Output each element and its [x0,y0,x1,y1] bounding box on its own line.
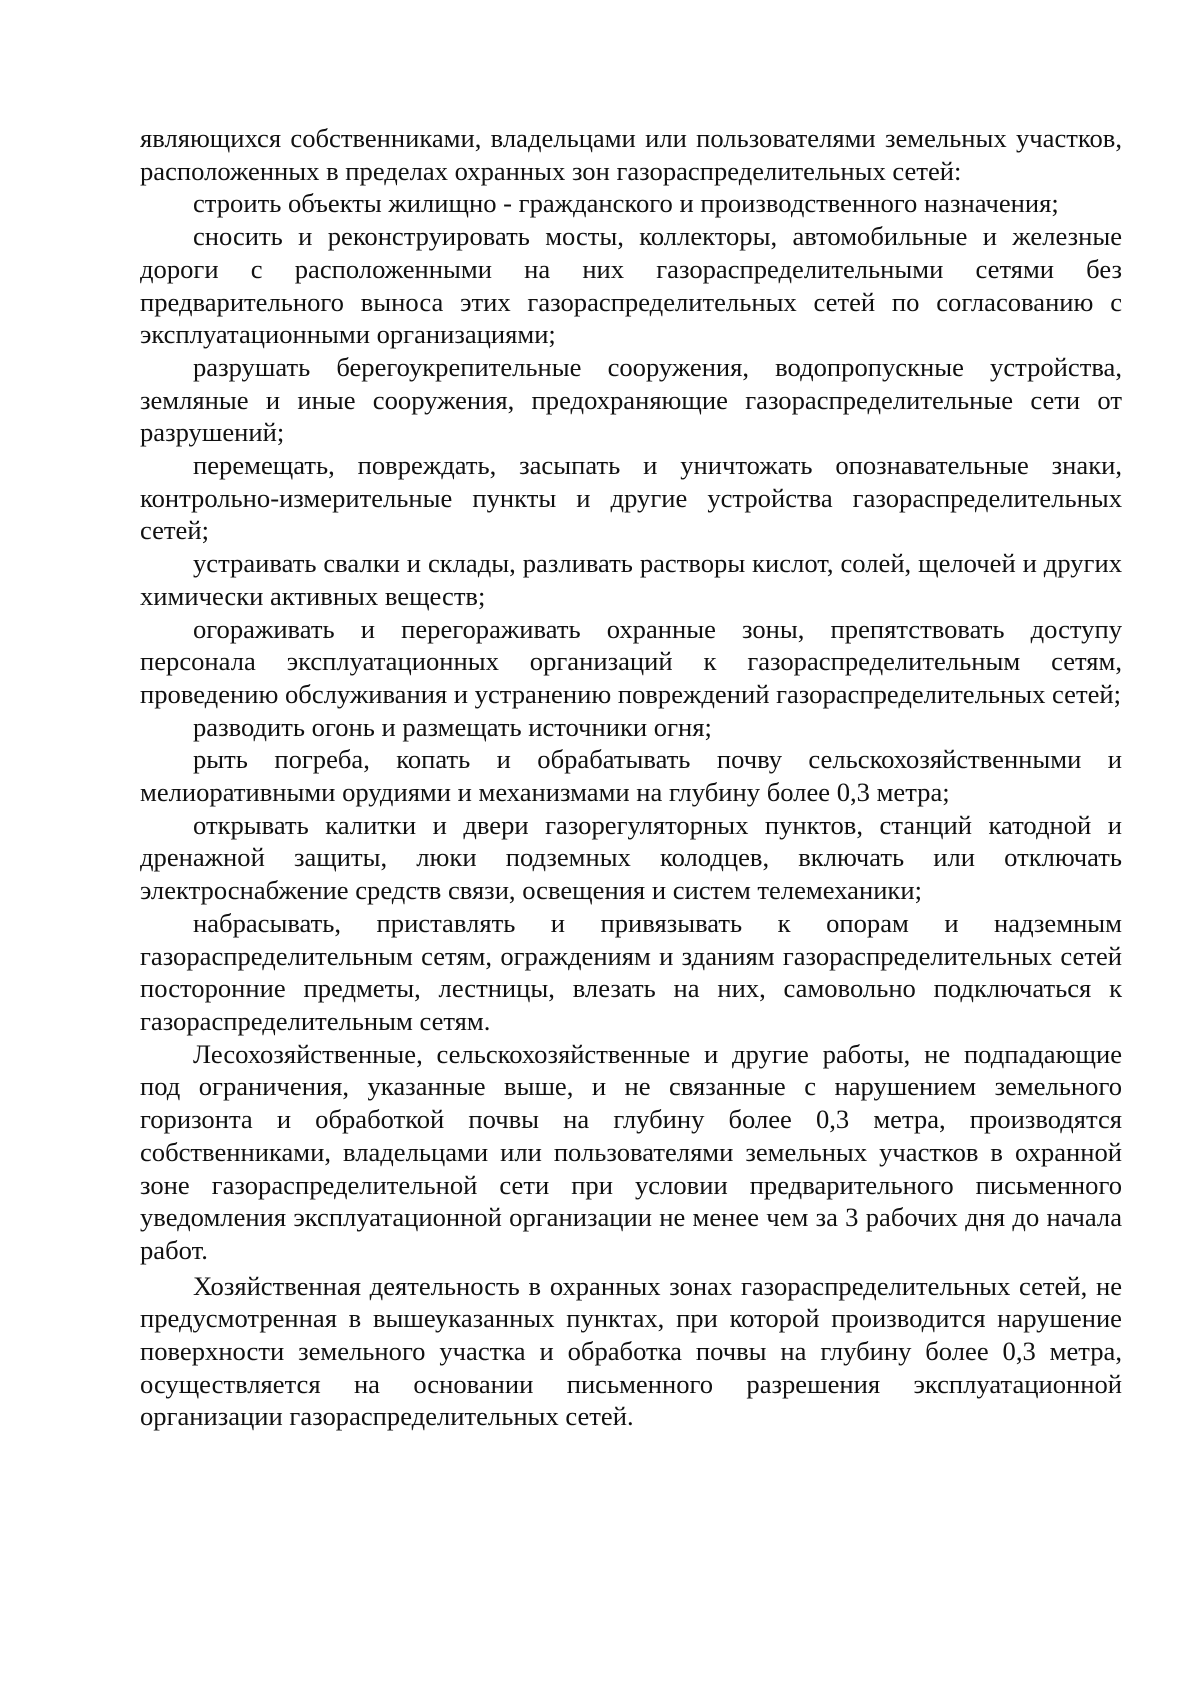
paragraph-economic-activity: Хозяйственная деятельность в охранных зонах газораспределительных сетей, не предусмотренная в вышеуказанных пунктах, при которой производится нарушение поверхности земельного участка и обработка почвы на глубину более 0,3 метра, осуществляется на основании письменного разрешения эксплуатационной организации газораспределительных сетей. [140,1270,1122,1432]
paragraph-item-dumps: устраивать свалки и склады, разливать растворы кислот, солей, щелочей и других химически активных веществ; [140,548,1122,611]
paragraph-item-signs: перемещать, повреждать, засыпать и уничтожать опознавательные знаки, контрольно-измерительные пункты и другие устройства газораспределительных сетей; [140,450,1122,546]
paragraph-item-objects: набрасывать, приставлять и привязывать к опорам и надземным газораспределительным сетям, ограждениям и зданиям газораспределительных сетей посторонние предметы, лестницы, влезать на них, самовольно подключаться к газораспределительным сетям. [140,907,1122,1036]
paragraph-item-destroy-structures: разрушать берегоукрепительные сооружения, водопропускные устройства, земляные и иные сооружения, предохраняющие газораспределительные сети от разрушений; [140,351,1122,448]
paragraph-item-demolish: сносить и реконструировать мосты, коллекторы, автомобильные и железные дороги с расположенными на них газораспределительными сетями без предварительного выноса этих газораспределительных сетей по согласованию с эксплуатационными организациями; [140,221,1122,350]
paragraph-intro: являющихся собственниками, владельцами или пользователями земельных участков, расположенных в пределах охранных зон газораспределительных сетей: [140,123,1122,186]
paragraph-item-fencing: огораживать и перегораживать охранные зоны, препятствовать доступу персонала эксплуатационных организаций к газораспределительным сетям, проведению обслуживания и устранению повреждений газораспределительных сетей; [140,613,1122,709]
paragraph-forestry-works: Лесохозяйственные, сельскохозяйственные и другие работы, не подпадающие под ограничения, указанные выше, и не связанные с нарушением земельного горизонта и обработкой почвы на глубину более 0,3 метра, производятся собственниками, владельцами или пользователями земельных участков в охранной зоне газораспределительной сети при условии предварительного письменного уведомления эксплуатационной организации не менее чем за 3 рабочих дня до начала работ. [140,1038,1122,1265]
paragraph-item-doors: открывать калитки и двери газорегуляторных пунктов, станций катодной и дренажной защиты, люки подземных колодцев, включать или отключать электроснабжение средств связи, освещения и систем телемеханики; [140,809,1122,906]
document-body [140,122,1122,1433]
paragraph-item-build: строить объекты жилищно - гражданского и производственного назначения; [193,188,1059,219]
paragraph-item-digging: рыть погреба, копать и обрабатывать почву сельскохозяйственными и мелиоративными орудиями и механизмами на глубину более 0,3 метра; [140,744,1122,808]
paragraph-item-fire: разводить огонь и размещать источники огня; [193,711,712,742]
